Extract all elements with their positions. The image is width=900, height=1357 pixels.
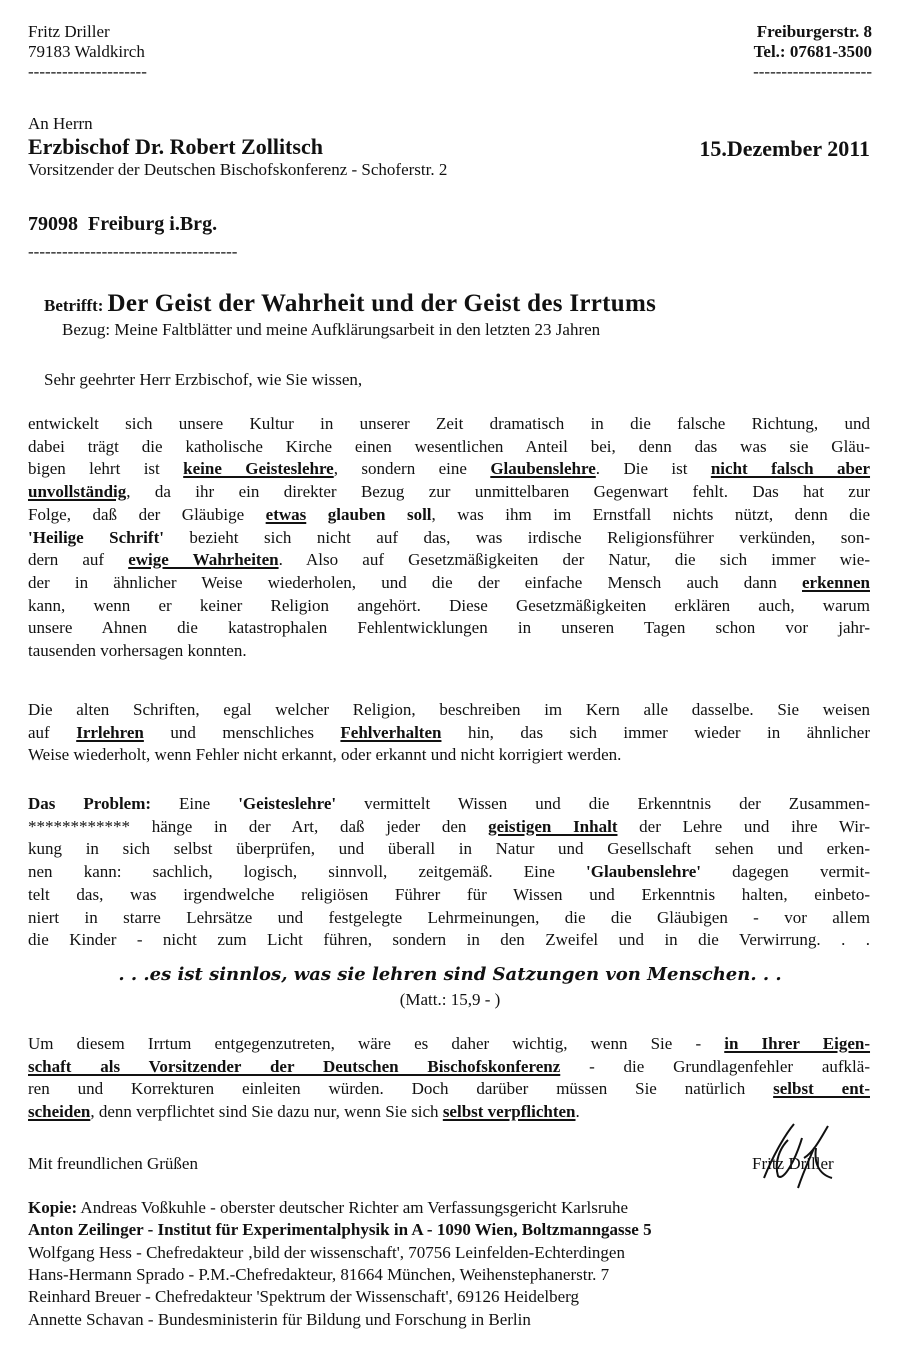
copy-text: Hans-Hermann Sprado - P.M.-Chefredakteur, 81664 München, Weihenstephanerstr. 7 — [28, 1264, 610, 1284]
recipient-city: Freiburg i.Brg. — [88, 213, 218, 235]
paragraph1-text: unvollständig — [28, 482, 127, 502]
paragraph1-line — [28, 437, 870, 457]
sender-name: Fritz Driller — [28, 22, 110, 41]
paragraph1-text: , da ihr ein direkter Bezug zur unmittelbaren Gegenwart fehlt. Das hat zur — [126, 482, 870, 502]
paragraph1-text: erkennen — [802, 572, 870, 592]
paragraph2-line — [28, 723, 870, 743]
sender-city: 79183 Waldkirch — [28, 42, 145, 61]
paragraph1-text: der in ähnlicher Weise wiederholen, und die der einfache Mensch auch dann — [28, 572, 802, 592]
paragraph3-text: Das Problem: — [28, 794, 152, 813]
paragraph1-text: entwickelt sich unsere Kultur in unserer Zeit dramatisch in die falsche Richtung, und — [28, 414, 870, 433]
paragraph4-text: in Ihrer Eigen- — [724, 1034, 871, 1053]
paragraph1-text: keine Geisteslehre — [183, 459, 334, 479]
paragraph1-text: . Also auf Gesetzmäßigkeiten der Natur, die sich immer wie- — [278, 550, 870, 570]
paragraph3-text: dagegen vermit- — [700, 862, 870, 882]
copy-text: Wolfgang Hess - Chefredakteur ‚bild der wissenschaft', 70756 Leinfelden-Echterdingen — [28, 1242, 625, 1262]
copy-text: Anton Zeilinger - Institut für Experimentalphysik in A - 1090 Wien, Boltzmanngasse 5 — [28, 1220, 652, 1240]
paragraph1-line — [28, 573, 870, 593]
paragraph3-line — [28, 930, 870, 950]
paragraph3-line — [28, 862, 870, 882]
paragraph3-text: hänge in der Art, daß jeder den — [130, 816, 489, 836]
bible-quote: . . .es ist sinnlos, was sie lehren sind Satzungen von Menschen. . . — [118, 964, 782, 985]
paragraph3-text: nen kann: sachlich, logisch, sinnvoll, zeitgemäß. Eine — [28, 862, 587, 882]
paragraph1-text: nicht falsch aber — [710, 459, 871, 479]
paragraph1-text: etwas — [265, 504, 307, 524]
sender-rule: --------------------- — [28, 62, 147, 81]
paragraph4-text: , denn verpflichtet sind Sie dazu nur, wenn Sie sich — [90, 1102, 443, 1122]
paragraph1-text: bezieht sich nicht auf das, was irdische Religionsführer verkünden, son- — [163, 527, 870, 547]
paragraph1-text: glauben soll — [306, 504, 432, 524]
paragraph3-line — [28, 908, 870, 928]
paragraph4-line — [28, 1057, 870, 1077]
recipient-name: Erzbischof Dr. Robert Zollitsch — [28, 134, 323, 159]
paragraph3-text: vermittelt Wissen und die Erkenntnis der Zusammen- — [336, 794, 871, 813]
paragraph3-text: 'Geisteslehre' — [238, 794, 337, 813]
paragraph3-text: ************ — [28, 816, 130, 836]
paragraph2-text: Irrlehren — [76, 722, 144, 742]
paragraph4-text: selbst verpflichten — [442, 1102, 576, 1122]
paragraph1-line — [28, 618, 870, 638]
sender-phone: Tel.: 07681-3500 — [753, 42, 872, 61]
signature-name: Fritz Driller — [752, 1154, 834, 1173]
paragraph1-line — [28, 482, 870, 502]
recipient-role: Vorsitzender der Deutschen Bischofskonferenz - Schoferstr. 2 — [28, 160, 448, 179]
paragraph2-text: und menschliches — [143, 722, 341, 742]
paragraph1-text: 'Heilige Schrift' — [28, 527, 164, 547]
paragraph3-line — [28, 839, 870, 859]
paragraph4-text: selbst ent- — [773, 1079, 870, 1099]
copy-recipient — [28, 1243, 870, 1263]
paragraph3-text: telt das, was irgendwelche religiösen Führer für Wissen und Erkenntnis halten, einbeto- — [28, 884, 870, 904]
paragraph3-line — [28, 885, 870, 905]
copy-recipient — [28, 1287, 870, 1307]
paragraph4-text: . — [575, 1102, 580, 1122]
copy-text: Annette Schavan - Bundesministerin für Bildung und Forschung in Berlin — [28, 1309, 531, 1329]
paragraph1-text: unsere Ahnen die katastrophalen Fehlentwicklungen in unseren Tagen schon vor jahr- — [28, 618, 870, 638]
paragraph4-line — [28, 1034, 870, 1054]
copy-recipient — [28, 1198, 870, 1218]
paragraph3-text: die Kinder - nicht zum Licht führen, sondern in den Zweifel und in die Verwirrung. . . — [28, 930, 870, 950]
recipient-postal-code: 79098 — [28, 213, 78, 235]
copy-text: Andreas Voßkuhle - oberster deutscher Richter am Verfassungsgericht Karlsruhe — [77, 1198, 629, 1217]
paragraph1-line — [28, 528, 870, 548]
paragraph2-text: Fehlverhalten — [340, 722, 442, 742]
recipient-salutation: An Herrn — [28, 114, 93, 133]
paragraph4-text: - die Grundlagenfehler aufklä- — [560, 1056, 870, 1076]
paragraph4-text: ren und Korrekturen einleiten würden. Doch darüber müssen Sie natürlich — [28, 1079, 774, 1099]
copy-text: Kopie: — [28, 1198, 78, 1217]
copy-recipient — [28, 1310, 870, 1330]
recipient-rule: ------------------------------------- — [28, 242, 238, 261]
paragraph3-text: 'Glaubenslehre' — [586, 862, 701, 882]
paragraph4-text: Um diesem Irrtum entgegenzutreten, wäre es daher wichtig, wenn Sie - — [28, 1034, 725, 1053]
paragraph1-text: Folge, daß der Gläubige — [28, 504, 266, 524]
paragraph1-line — [28, 459, 870, 479]
quote-source: (Matt.: 15,9 - ) — [399, 990, 501, 1009]
sender-contact-rule: --------------------- — [753, 62, 872, 81]
paragraph3-text: Eine — [151, 794, 239, 813]
paragraph4-text: scheiden — [28, 1102, 91, 1122]
copy-text: Reinhard Breuer - Chefredakteur 'Spektrum der Wissenschaft', 69126 Heidelberg — [28, 1287, 580, 1307]
paragraph2-text: auf — [28, 722, 77, 742]
paragraph4-line — [28, 1079, 870, 1099]
paragraph1-line — [28, 596, 870, 616]
paragraph1-line — [28, 641, 870, 661]
paragraph3-text: kung in sich selbst überprüfen, und überall in Natur und Gesellschaft sehen und erken- — [28, 839, 870, 859]
copy-recipient — [28, 1265, 870, 1285]
paragraph3-text: der Lehre und ihre Wir- — [617, 816, 870, 836]
sender-block — [28, 22, 147, 82]
paragraph2-text: hin, das sich immer wieder in ähnlicher — [441, 722, 870, 742]
subject-label: Betrifft: — [44, 296, 104, 315]
recipient-address — [28, 212, 217, 236]
paragraph3-line — [28, 817, 870, 837]
closing: Mit freundlichen Grüßen — [28, 1154, 198, 1173]
copy-recipient — [28, 1220, 870, 1240]
paragraph1-text: Glaubenslehre — [490, 459, 596, 479]
paragraph2-line — [28, 745, 870, 765]
paragraph2-line — [28, 700, 870, 720]
paragraph3-line — [28, 794, 870, 814]
paragraph1-text: ewige Wahrheiten — [128, 550, 279, 570]
paragraph1-text: , was ihm im Ernstfall nichts nützt, denn die — [431, 504, 871, 524]
greeting: Sehr geehrter Herr Erzbischof, wie Sie wissen, — [44, 370, 363, 389]
subject-reference: Bezug: Meine Faltblätter und meine Aufklärungsarbeit in den letzten 23 Jahren — [62, 320, 601, 339]
paragraph3-text: niert in starre Lehrsätze und festgelegte Lehrmeinungen, die die Gläubigen - vor allem — [28, 907, 870, 927]
sender-street: Freiburgerstr. 8 — [756, 22, 872, 41]
paragraph1-text: bigen lehrt ist — [28, 459, 184, 479]
paragraph1-text: . Die ist — [595, 459, 711, 479]
paragraph2-text: Weise wiederholt, wenn Fehler nicht erkannt, oder erkannt und nicht korrigiert werden. — [28, 745, 622, 765]
paragraph1-text: kann, wenn er keiner Religion angehört. Diese Gesetzmäßigkeiten erklären auch, warum — [28, 595, 870, 615]
paragraph1-text: tausenden vorhersagen konnten. — [28, 641, 247, 660]
paragraph2-text: Die alten Schriften, egal welcher Religion, beschreiben im Kern alle dasselbe. Sie weisen — [28, 700, 870, 719]
paragraph3-text: geistigen Inhalt — [488, 816, 618, 836]
paragraph1-text: , sondern eine — [333, 459, 491, 479]
paragraph1-line — [28, 505, 870, 525]
paragraph1-line — [28, 550, 870, 570]
subject-title: Der Geist der Wahrheit und der Geist des Irrtums — [107, 290, 657, 317]
letter-date: 15.Dezember 2011 — [699, 136, 870, 161]
paragraph1-line — [28, 414, 870, 434]
paragraph1-text: dern auf — [28, 550, 129, 570]
sender-contact — [753, 22, 872, 82]
subject-line — [44, 290, 874, 318]
paragraph4-text: schaft als Vorsitzender der Deutschen Bischofskonferenz — [28, 1056, 561, 1076]
paragraph1-text: dabei trägt die katholische Kirche einen wesentlichen Anteil bei, denn das was sie Gläu- — [28, 436, 870, 456]
